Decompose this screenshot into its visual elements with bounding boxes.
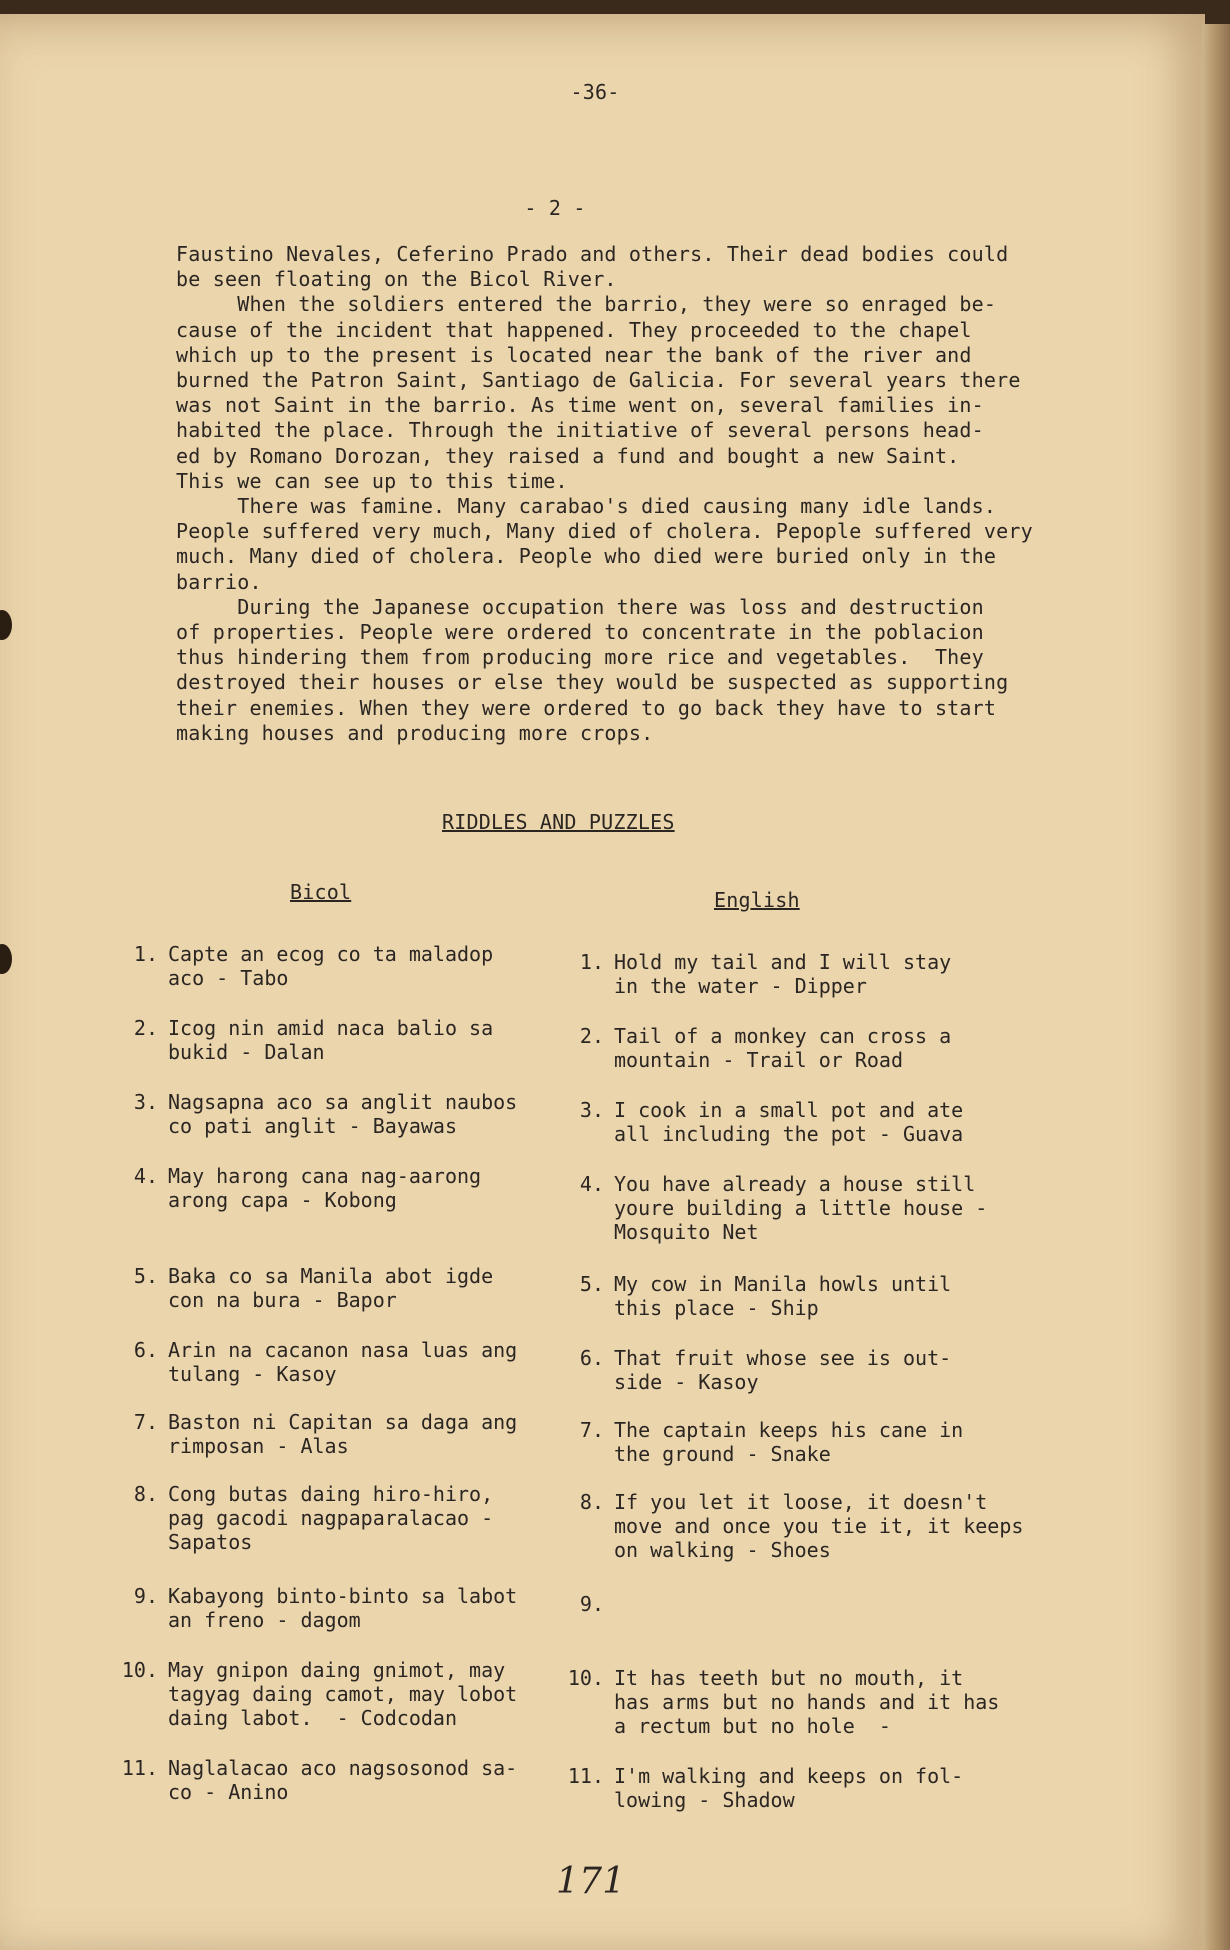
narrative-line: which up to the present is located near the bank of the river and (176, 342, 972, 367)
bicol-riddle-text: Baston ni Capitan sa daga ang rimposan - Alas (168, 1410, 518, 1458)
riddle-number: 2. (133, 1016, 158, 1040)
riddle-number: 9. (579, 1592, 604, 1616)
riddle-number: 9. (133, 1584, 158, 1608)
riddle-number: 2. (579, 1024, 604, 1048)
riddle-number: 1. (133, 942, 158, 966)
english-riddle-text: Hold my tail and I will stay in the water - Dipper (614, 950, 952, 998)
riddle-number: 7. (133, 1410, 158, 1434)
english-riddle-item (566, 1418, 963, 1466)
narrative-line: destroyed their houses or else they would be suspected as supporting (176, 670, 1009, 695)
narrative-line: barrio. (176, 569, 262, 594)
bicol-riddle-item (120, 1410, 517, 1458)
riddle-number: 7. (579, 1418, 604, 1442)
english-riddle-item (566, 1024, 951, 1072)
english-heading: English (714, 888, 800, 912)
riddle-number: 11. (121, 1756, 158, 1780)
bicol-riddle-text: Arin na cacanon nasa luas ang tulang - Kasoy (168, 1338, 518, 1386)
page-edge (1202, 24, 1230, 1950)
narrative-line: Faustino Nevales, Ceferino Prado and others. Their dead bodies could (176, 242, 1009, 266)
page-number-sub: - 2 - (524, 196, 586, 220)
english-riddle-item (566, 1172, 987, 1244)
narrative-line: This we can see up to this time. (176, 468, 568, 493)
english-riddle-text: My cow in Manila howls until this place - Ship (614, 1272, 952, 1320)
bicol-riddle-item (120, 1658, 517, 1730)
bicol-riddle-text: May gnipon daing gnimot, may tagyag daing camot, may lobot daing labot. - Codcodan (168, 1658, 518, 1730)
english-riddle-text: It has teeth but no mouth, it has arms but no hands and it has a rectum but no hole - (614, 1666, 1000, 1738)
riddle-number: 3. (133, 1090, 158, 1114)
bicol-riddle-text: Naglalacao aco nagsosonod sa- co - Anino (168, 1756, 518, 1804)
narrative-line: was not Saint in the barrio. As time went on, several families in- (176, 393, 984, 418)
english-riddle-item (566, 1764, 963, 1812)
bicol-riddle-text: Nagsapna aco sa anglit naubos co pati anglit - Bayawas (168, 1090, 518, 1138)
narrative-line: habited the place. Through the initiative of several persons head- (176, 418, 984, 443)
riddle-number: 5. (133, 1264, 158, 1288)
riddle-number: 4. (133, 1164, 158, 1188)
handwritten-page-number: 171 (556, 1861, 626, 1902)
riddle-number: 3. (579, 1098, 604, 1122)
bicol-riddle-item (120, 942, 493, 990)
bicol-riddle-item (120, 1164, 481, 1212)
bicol-riddle-item (120, 1482, 493, 1554)
english-riddle-text: I cook in a small pot and ate all including the pot - Guava (614, 1098, 964, 1146)
english-riddle-text: If you let it loose, it doesn't move and once you tie it, it keeps on walking - Shoes (614, 1490, 1024, 1562)
bicol-riddle-item (120, 1090, 517, 1138)
riddle-number: 10. (567, 1666, 604, 1690)
english-riddle-text: Tail of a monkey can cross a mountain - Trail or Road (614, 1024, 952, 1072)
narrative-line: burned the Patron Saint, Santiago de Galicia. For several years there (176, 368, 1021, 392)
bicol-riddle-text: Kabayong binto-binto sa labot an freno - dagom (168, 1584, 518, 1632)
riddle-number: 10. (121, 1658, 158, 1682)
narrative-line: their enemies. When they were ordered to go back they have to start (176, 695, 997, 720)
binder-hole (0, 610, 12, 640)
english-riddle-item (566, 1272, 951, 1320)
bicol-riddle-text: Cong butas daing hiro-hiro, pag gacodi nagpaparalacao - Sapatos (168, 1482, 494, 1554)
english-riddle-text: The captain keeps his cane in the ground - Snake (614, 1418, 964, 1466)
riddle-number: 8. (579, 1490, 604, 1514)
riddle-number: 8. (133, 1482, 158, 1506)
bicol-heading: Bicol (290, 880, 352, 904)
english-riddle-item (566, 1346, 951, 1394)
bicol-riddle-item (120, 1264, 493, 1312)
english-riddle-text: I'm walking and keeps on fol- lowing - Shadow (614, 1764, 964, 1812)
bicol-riddle-text: Capte an ecog co ta maladop aco - Tabo (168, 942, 494, 990)
riddle-number: 4. (579, 1172, 604, 1196)
narrative-line: of properties. People were ordered to concentrate in the poblacion (176, 620, 984, 644)
bicol-riddle-item (120, 1338, 517, 1386)
narrative-line: During the Japanese occupation there was loss and destruction (176, 594, 984, 619)
riddle-number: 6. (579, 1346, 604, 1370)
narrative-line: thus hindering them from producing more rice and vegetables. They (176, 645, 984, 670)
scan-footer: National Library of the Philippines HDLPCOS000000000000.tif (4, 1939, 222, 1947)
narrative-line: making houses and producing more crops. (176, 720, 654, 745)
riddle-number: 5. (579, 1272, 604, 1296)
english-riddle-item (566, 1490, 1023, 1562)
english-riddle-text: You have already a house still youre building a little house - Mosquito Net (614, 1172, 988, 1244)
narrative-line: When the soldiers entered the barrio, they were so enraged be- (176, 292, 997, 317)
bicol-riddle-text: May harong cana nag-aarong arong capa - Kobong (168, 1164, 482, 1212)
narrative-line: There was famine. Many carabao's died causing many idle lands. (176, 494, 997, 518)
narrative-line: cause of the incident that happened. They proceeded to the chapel (176, 317, 972, 342)
bicol-riddle-item (120, 1584, 517, 1632)
bicol-riddle-item (120, 1756, 517, 1804)
bicol-riddle-item (120, 1016, 493, 1064)
english-riddle-item (566, 1592, 614, 1616)
riddle-number: 11. (567, 1764, 604, 1788)
bicol-riddle-text: Baka co sa Manila abot igde con na bura - Bapor (168, 1264, 494, 1312)
riddle-number: 6. (133, 1338, 158, 1362)
narrative-line: be seen floating on the Bicol River. (176, 267, 617, 292)
narrative-line: ed by Romano Dorozan, they raised a fund and bought a new Saint. (176, 443, 960, 468)
binder-hole (0, 944, 12, 974)
english-riddle-text: That fruit whose see is out- side - Kasoy (614, 1346, 952, 1394)
page-number-top: -36- (570, 80, 620, 104)
english-riddle-item (566, 1098, 963, 1146)
bicol-riddle-text: Icog nin amid naca balio sa bukid - Dalan (168, 1016, 494, 1064)
narrative-line: much. Many died of cholera. People who died were buried only in the (176, 544, 997, 569)
narrative-line: People suffered very much, Many died of cholera. Pepople suffered very (176, 519, 1033, 544)
document-page (0, 14, 1205, 1950)
english-riddle-item (566, 1666, 999, 1738)
section-title: RIDDLES AND PUZZLES (442, 810, 675, 834)
riddle-number: 1. (579, 950, 604, 974)
english-riddle-item (566, 950, 951, 998)
